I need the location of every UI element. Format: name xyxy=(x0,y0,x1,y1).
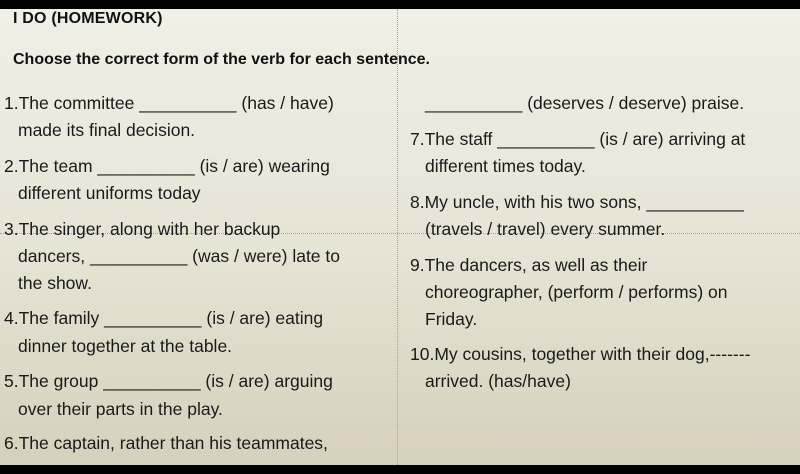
question-2-line-2: different uniforms today xyxy=(18,183,201,203)
bottom-border xyxy=(0,465,800,474)
vertical-guide-line xyxy=(397,9,398,465)
question-10-line-1: 10.My cousins, together with their dog,------- xyxy=(410,344,751,364)
question-9-line-2: choreographer, (perform / performs) on xyxy=(425,282,728,302)
question-7-line-2: different times today. xyxy=(425,156,586,176)
question-9-line-3: Friday. xyxy=(425,309,478,329)
question-2-line-1: 2.The team __________ (is / are) wearing xyxy=(4,156,330,176)
question-7-line-1: 7.The staff __________ (is / are) arriving at xyxy=(410,129,746,149)
question-4-line-2: dinner together at the table. xyxy=(18,336,233,356)
question-8-line-1: 8.My uncle, with his two sons, __________ xyxy=(410,192,744,212)
question-6-line-1: 6.The captain, rather than his teammates, xyxy=(4,433,328,453)
question-4-line-1: 4.The family __________ (is / are) eating xyxy=(4,308,324,328)
question-3-line-2: dancers, __________ (was / were) late to xyxy=(18,246,340,266)
question-3-line-1: 3.The singer, along with her backup xyxy=(4,219,281,239)
slide-title: I DO (HOMEWORK) xyxy=(13,10,163,27)
question-9-line-1: 9.The dancers, as well as their xyxy=(410,255,648,275)
question-8-line-2: (travels / travel) every summer. xyxy=(425,219,666,239)
question-10-line-2: arrived. (has/have) xyxy=(425,371,571,391)
slide xyxy=(0,9,800,465)
question-3-line-3: the show. xyxy=(18,273,92,293)
question-1-line-2: made its final decision. xyxy=(18,120,196,140)
question-5-line-2: over their parts in the play. xyxy=(18,399,223,419)
question-5-line-1: 5.The group __________ (is / are) arguing xyxy=(4,371,333,391)
instruction-text: Choose the correct form of the verb for each sentence. xyxy=(13,51,430,68)
question-1-line-1: 1.The committee __________ (has / have) xyxy=(4,93,334,113)
question-6-line-2: __________ (deserves / deserve) praise. xyxy=(425,93,745,113)
